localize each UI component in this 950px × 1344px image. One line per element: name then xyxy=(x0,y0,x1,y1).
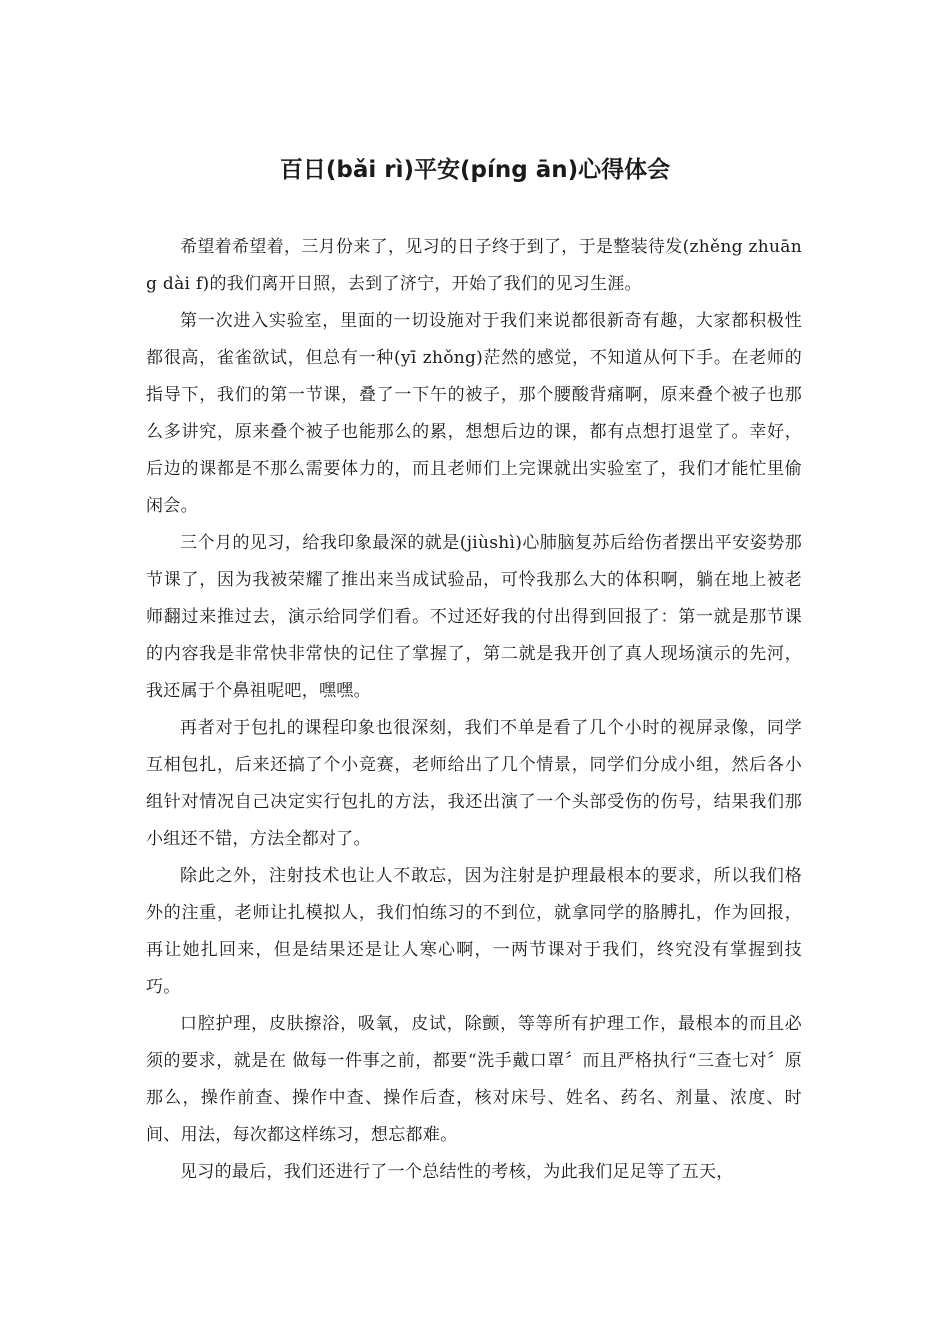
paragraph: 见习的最后，我们还进行了一个总结性的考核，为此我们足足等了五天， xyxy=(180,1162,734,1182)
paragraph: 希望着希望着，三月份来了，见习的日子终于到了，于是整装待发(zhěng zhuāng dài f)的我们离开日照，去到了济宁，开始了我们的见习生涯。 xyxy=(146,237,802,294)
document-body xyxy=(146,229,802,1191)
paragraph: 第一次进入实验室，里面的一切设施对于我们来说都很新奇有趣，大家都积极性都很高，雀雀欲试，但总有一种(yī zhǒng)茫然的感觉，不知道从何下手。在老师的指导下，我们的第一节课，叠了一下午的被子，那个腰酸背痛啊，原来叠个被子也那么多讲究，原来叠个被子也能那么的累，想想后边的课，都有点想打退堂了。幸好，后边的课都是不那么需要体力的，而且老师们上完课就出实验室了，我们才能忙里偷闲会。 xyxy=(146,311,802,516)
paragraph: 三个月的见习，给我印象最深的就是(jiùshì)心肺脑复苏后给伤者摆出平安姿势那节课了，因为我被荣耀了推出来当成试验品，可怜我那么大的体积啊，躺在地上被老师翻过来推过去，演示给同学们看。不过还好我的付出得到回报了：第一就是那节课的内容我是非常快非常快的记住了掌握了，第二就是我开创了真人现场演示的先河，我还属于个鼻祖呢吧，嘿嘿。 xyxy=(146,533,802,701)
paragraph: 再者对于包扎的课程印象也很深刻，我们不单是看了几个小时的视屏录像，同学互相包扎，后来还搞了个小竞赛，老师给出了几个情景，同学们分成小组，然后各小组针对情况自己决定实行包扎的方法，我还出演了一个头部受伤的伤号，结果我们那小组还不错，方法全都对了。 xyxy=(146,718,802,849)
paragraph: 口腔护理，皮肤擦浴，吸氧，皮试，除颤，等等所有护理工作，最根本的而且必须的要求，就是在 做每一件事之前，都要“洗手戴口罩〞而且严格执行“三查七对〞原那么，操作前查、操作中查、操作后查，核对床号、姓名、药名、剂量、浓度、时间、用法，每次都这样练习，想忘都难。 xyxy=(146,1014,802,1145)
paragraph: 除此之外，注射技术也让人不敢忘，因为注射是护理最根本的要求，所以我们格外的注重，老师让扎模拟人，我们怕练习的不到位，就拿同学的胳膊扎，作为回报，再让她扎回来，但是结果还是让人寒心啊，一两节课对于我们，终究没有掌握到技巧。 xyxy=(146,866,802,997)
document-title: 百日(bǎi rì)平安(píng ān)心得体会 xyxy=(279,157,671,183)
